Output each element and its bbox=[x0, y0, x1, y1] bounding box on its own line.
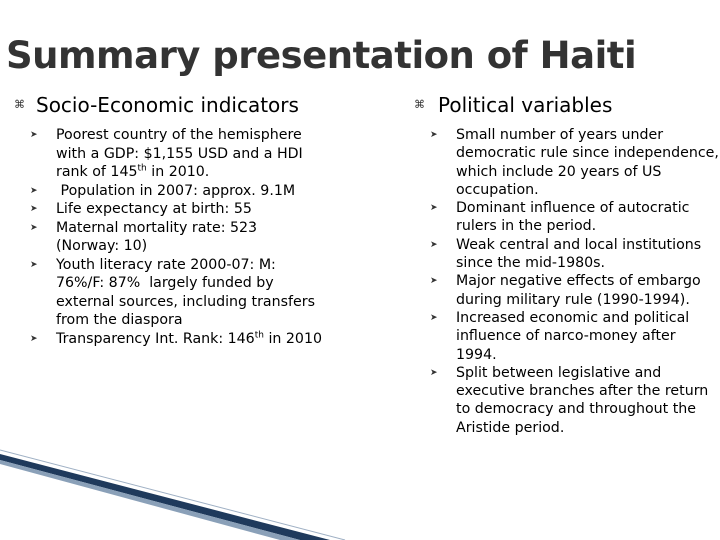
arrow-bullet-icon: ➤ bbox=[30, 204, 38, 214]
list-item bbox=[30, 256, 324, 330]
arrow-bullet-icon: ➤ bbox=[30, 333, 38, 344]
item-text: Life expectancy at birth: 55 bbox=[56, 201, 252, 217]
item-text-cont: in 2010. bbox=[146, 164, 210, 180]
item-text-cont: in 2010 bbox=[263, 330, 323, 347]
item-text: Weak central and local institutions since the mid-1980s. bbox=[456, 236, 702, 272]
political-list bbox=[414, 126, 719, 437]
indicator-list bbox=[14, 126, 324, 348]
item-text: Increased economic and political influence of narco-money after 1994. bbox=[456, 309, 690, 363]
page-title: Summary presentation of Haiti bbox=[6, 34, 637, 77]
arrow-bullet-icon: ➤ bbox=[430, 239, 438, 250]
arrow-bullet-icon: ➤ bbox=[430, 312, 438, 323]
item-text: Dominant influence of autocratic rulers in the period. bbox=[456, 200, 690, 235]
list-item bbox=[30, 330, 324, 349]
arrow-bullet-icon: ➤ bbox=[430, 203, 438, 214]
heading-bullet-icon: ⌘ bbox=[14, 98, 25, 111]
list-item bbox=[430, 236, 719, 273]
list-item bbox=[430, 272, 719, 309]
arrow-bullet-icon: ➤ bbox=[30, 222, 38, 233]
item-text: Split between legislative and executive branches after the return to democracy and throughout the Aristide period. bbox=[456, 364, 709, 436]
list-item bbox=[30, 200, 324, 219]
decorative-swoosh bbox=[0, 440, 720, 540]
item-text: Poorest country of the hemisphere with a GDP: $1,155 USD and a HDI rank of 145 bbox=[56, 127, 303, 180]
item-text: Maternal mortality rate: 523 (Norway: 10) bbox=[56, 219, 258, 254]
item-text: Transparency Int. Rank: 146 bbox=[56, 330, 255, 347]
list-item bbox=[30, 219, 324, 256]
arrow-bullet-icon: ➤ bbox=[30, 259, 38, 270]
list-item bbox=[430, 309, 719, 364]
ordinal-suffix: th bbox=[137, 163, 147, 174]
arrow-bullet-icon: ➤ bbox=[430, 130, 438, 140]
political-section bbox=[414, 92, 719, 437]
section-heading-label: Political variables bbox=[438, 93, 613, 117]
item-text: Population in 2007: approx. 9.1M bbox=[56, 182, 296, 199]
arrow-bullet-icon: ➤ bbox=[30, 185, 38, 196]
swoosh-thin-line bbox=[0, 450, 345, 540]
socio-economic-section bbox=[14, 92, 324, 348]
section-heading bbox=[14, 92, 324, 118]
section-heading-label: Socio-Economic indicators bbox=[36, 93, 299, 117]
item-text: Youth literacy rate 2000-07: M: 76%/F: 87% largely funded by external sources, including transfers from the diaspora bbox=[56, 256, 320, 328]
item-text: Major negative effects of embargo during military rule (1990-1994). bbox=[456, 273, 701, 308]
arrow-bullet-icon: ➤ bbox=[430, 276, 438, 287]
list-item bbox=[30, 182, 324, 201]
swoosh-dark-band bbox=[0, 454, 330, 540]
arrow-bullet-icon: ➤ bbox=[430, 367, 438, 378]
section-heading bbox=[414, 92, 719, 118]
list-item bbox=[430, 199, 719, 236]
arrow-bullet-icon: ➤ bbox=[30, 130, 38, 140]
list-item bbox=[430, 126, 719, 199]
list-item bbox=[430, 364, 719, 437]
ordinal-suffix: th bbox=[254, 329, 264, 340]
list-item bbox=[30, 126, 324, 182]
swoosh-light-band bbox=[0, 460, 300, 540]
heading-bullet-icon: ⌘ bbox=[414, 98, 425, 111]
item-text: Small number of years under democratic rule since independence, which include 20 years of US occupation. bbox=[456, 127, 719, 198]
